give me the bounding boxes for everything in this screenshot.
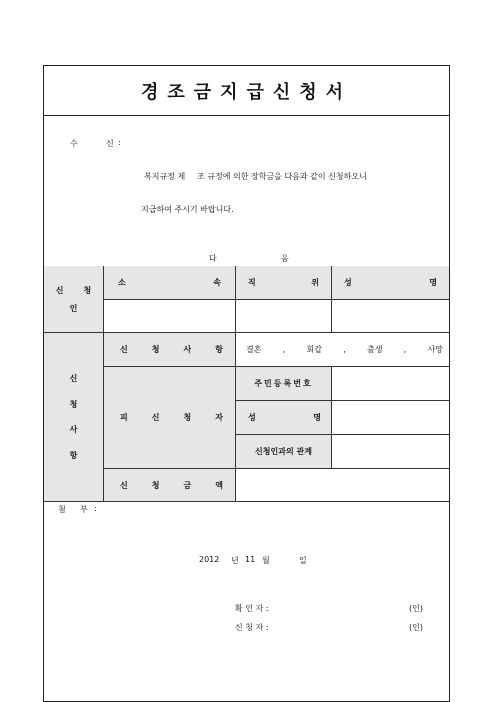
subject-header: 피 신 청 자 [104, 367, 236, 469]
recipient-colon: : [118, 138, 121, 147]
confirmer-label: 확 인 자 : [235, 604, 269, 613]
form-title: 경조금지급신청서 [44, 66, 449, 116]
applicant-header [44, 266, 104, 333]
date-year-unit: 년 [231, 556, 239, 565]
position-value[interactable] [236, 300, 332, 333]
date-year: 2012 [199, 555, 220, 564]
body-line1-b: 조 규정에 의한 장학금을 다음과 같이 신청하오니 [197, 172, 367, 181]
amount-header: 신 청 금 액 [104, 469, 236, 502]
recipient-label-2: 신 [106, 139, 114, 148]
attachment-colon: : [94, 504, 97, 513]
applicant-sign-label: 신 청 자 : [235, 623, 269, 632]
affiliation-value[interactable] [104, 300, 236, 333]
attachment-label-1: 첨 [58, 505, 66, 514]
position-header: 직 위 [236, 266, 332, 300]
relation-value[interactable] [332, 435, 449, 469]
subject-name-header: 성 명 [236, 401, 332, 435]
details-item-header: 신 청 사 항 [104, 333, 236, 367]
affiliation-header: 소 속 [104, 266, 236, 300]
relation-header: 신청인과의 관계 [236, 435, 332, 469]
applicant-label-1: 신 [55, 285, 64, 295]
body-line1-a: 복지규정 제 [144, 172, 186, 181]
details-item-value[interactable]: 결혼 , 회갑 , 출생 , 사망 [236, 333, 449, 367]
da-eum-1: 다 [209, 254, 217, 263]
body-line2: 지급하여 주시기 바랍니다. [141, 205, 234, 214]
attachment-label-2: 부 [80, 505, 88, 514]
resident-number-header: 주민등록번호 [236, 367, 332, 401]
application-form [43, 65, 450, 702]
date-month: 11 [245, 555, 256, 564]
da-eum-2: 음 [281, 254, 289, 263]
recipient-label-1: 수 [70, 139, 78, 148]
applicant-label-3: 인 [69, 303, 78, 313]
resident-number-value[interactable] [332, 367, 449, 401]
subject-name-value[interactable] [332, 401, 449, 435]
amount-value[interactable] [236, 469, 449, 502]
details-side-header: 신 청 사 항 [44, 333, 104, 502]
confirmer-seal: (인) [409, 604, 423, 613]
applicant-label-2: 청 [83, 285, 92, 295]
applicant-sign-seal: (인) [409, 623, 423, 632]
date-month-unit: 월 [262, 556, 270, 565]
name-value[interactable] [332, 300, 449, 333]
name-header: 성 명 [332, 266, 449, 300]
date-day-unit: 일 [299, 556, 307, 565]
